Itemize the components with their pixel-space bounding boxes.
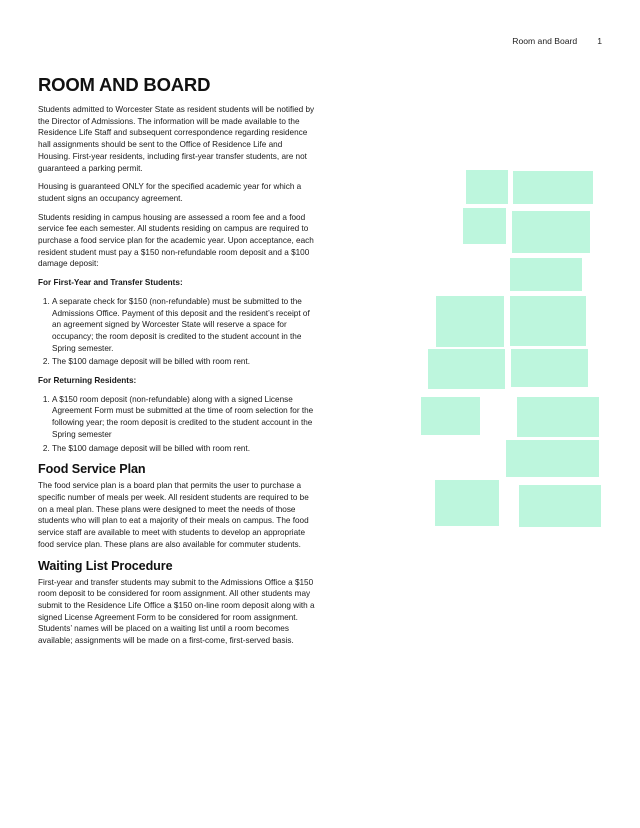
intro-paragraph: Housing is guaranteed ONLY for the specified academic year for which a student signs an occupancy agreement. [38,182,302,203]
placeholder-box [435,480,499,526]
placeholder-box [512,211,590,253]
main-content [38,74,316,654]
first-year-heading: For First-Year and Transfer Students: [38,278,183,288]
page-title: ROOM AND BOARD [38,74,211,95]
first-year-list [38,296,316,368]
list-item: 1. A $150 room deposit (non-refundable) along with a signed License Agreement Form must be submitted at the time of room selection for the following year; the room deposit is credited to the student account in the Spring semester [52,394,316,441]
list-item: 2. The $100 damage deposit will be billed with room rent. [52,443,316,455]
intro-paragraph: Students residing in campus housing are assessed a room fee and a food service fee each semester. All students residing on campus are required to purchase a food service plan for the academic year. Upon acceptance, each resident student must pay a $150 non-refundable room deposit and a $100 damage deposit: [38,212,314,269]
returning-heading: For Returning Residents: [38,376,137,386]
placeholder-box [421,397,480,435]
page-number: 1 [597,36,602,46]
placeholder-box [436,296,504,347]
placeholder-box [519,485,601,527]
returning-list [38,394,316,455]
placeholder-box [506,440,599,477]
food-service-heading: Food Service Plan [38,462,146,477]
placeholder-box [517,397,599,437]
placeholder-box [513,171,593,204]
waiting-list-body: First-year and transfer students may submit to the Admissions Office a $150 room deposit to be considered for room assignment. All other students may submit to the Residence Life Office a $150 on-line room deposit along with a signed License Agreement Form to be considered for room assignment. Students’ names will be placed on a waiting list until a room becomes available; assignments will be made on a first-come, first-served basis. [38,577,315,646]
food-service-body: The food service plan is a board plan that permits the user to purchase a specific number of meals per week. All resident students are required to be on a meal plan. These plans were designed to meet the needs of those students who will plan to eat a majority of their meals on campus. The food service staff are available to meet with students to develop an appropriate food service plan. These plans are also available for commuter students. [38,481,309,549]
placeholder-box [428,349,505,389]
placeholder-box [510,258,582,291]
list-item: 1. A separate check for $150 (non-refundable) must be submitted to the Admissions Office. Payment of this deposit and the resident’s receipt of an agreement signed by Worcester State will reserve a space for occupancy; the room deposit is credited to the student account in the Spring semester. [52,296,316,355]
placeholder-box [510,296,586,346]
waiting-list-heading: Waiting List Procedure [38,558,173,573]
placeholder-box [463,208,506,244]
page-header [512,36,602,46]
placeholder-box [511,349,588,387]
intro-paragraph: Students admitted to Worcester State as resident students will be notified by the Director of Admissions. The information will be made available to the Residence Life Staff and subsequent correspondence regarding residence hall assignments should be sent to the Office of Residence Life and Housing. First-year residents, including first-year transfer students, are not guaranteed a parking permit. [38,105,315,173]
header-title: Room and Board [512,36,578,46]
list-item: 2. The $100 damage deposit will be billed with room rent. [52,356,316,368]
placeholder-box [466,170,508,204]
